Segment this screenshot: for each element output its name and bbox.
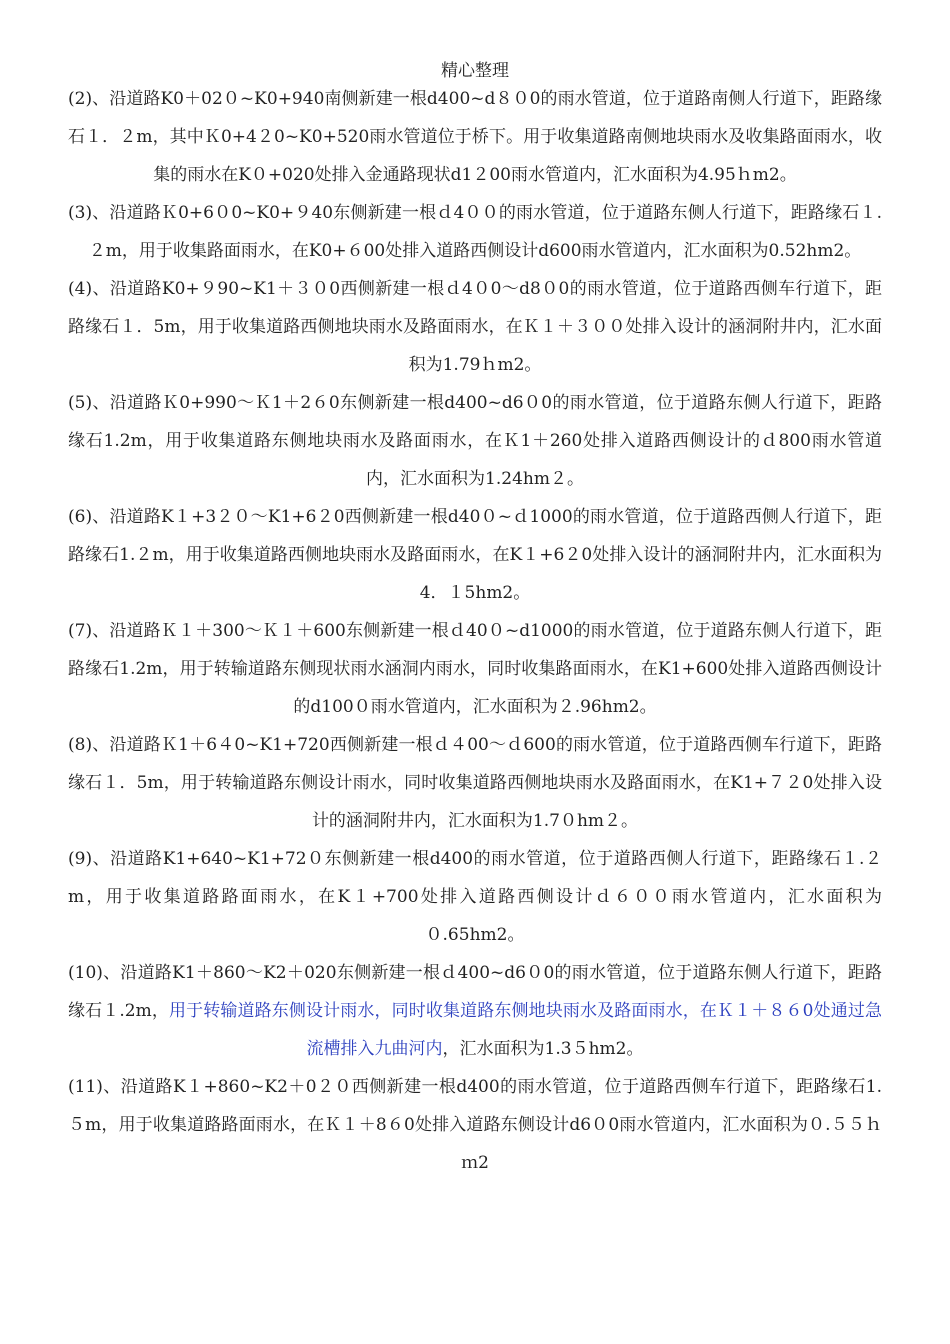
page-header: 精心整理 — [441, 61, 509, 81]
paragraph-5: (5)、沿道路Ｋ0+990～Ｋ1＋2６0东侧新建一根d400~d6０0的雨水管道，位于道路东侧人行道下，距路缘石1.2m，用于收集道路东侧地块雨水及路面雨水，在Ｋ1＋260处排入道路西侧设计的ｄ800雨水管道内，汇水面积为1.24hm２。 — [68, 393, 882, 489]
paragraph-2: (2)、沿道路K0＋02０~K0+940南侧新建一根d400~d８０0的雨水管道，位于道路南侧人行道下，距路缘石１．２m，其中Ｋ0+4２0~K0+520雨水管道位于桥下。用于收集道路南侧地块雨水及收集路面雨水，收集的雨水在K０+020处排入金通路现状d1２00雨水管道内，汇水面积为4.95ｈm2。 — [68, 89, 882, 185]
paragraph-10-highlight: 用于转输道路东侧设计雨水，同时收集道路东侧地块雨水及路面雨水，在Ｋ１＋８６0处通过急流槽排入九曲河内 — [168, 1001, 882, 1059]
paragraph-10 — [68, 954, 882, 1068]
paragraph-8: (8)、沿道路Ｋ1＋6４0~K1+720西侧新建一根ｄ４00～ｄ600的雨水管道，位于道路西侧车行道下，距路缘石１．5m，用于转输道路东侧设计雨水，同时收集道路西侧地块雨水及路面雨水，在K1+７２0处排入设计的涵洞附井内，汇水面积为1.7０hm２。 — [68, 735, 882, 831]
paragraph-6: (6)、沿道路K１+3２０～K1+6２0西侧新建一根d40０~ｄ1000的雨水管道，位于道路西侧人行道下，距路缘石1.２m，用于收集道路西侧地块雨水及路面雨水，在K１+6２0处排入设计的涵洞附井内，汇水面积为4．１5hm2。 — [68, 507, 882, 603]
paragraph-4: (4)、沿道路K0+９90~K1＋３０0西侧新建一根ｄ4０0～d8０0的雨水管道，位于道路西侧车行道下，距路缘石１．5m，用于收集道路西侧地块雨水及路面雨水，在Ｋ１＋３００处排入设计的涵洞附井内，汇水面积为1.79ｈm2。 — [68, 279, 882, 375]
paragraph-3: (3)、沿道路Ｋ0+6０0~K0+９40东侧新建一根ｄ4００的雨水管道，位于道路东侧人行道下，距路缘石１.２m，用于收集路面雨水，在K0+６00处排入道路西侧设计d600雨水管道内，汇水面积为0.52hm2。 — [68, 203, 882, 261]
paragraph-10-start: (10)、沿道路K1＋860～K2＋020东侧新建一根ｄ400~d6０0的雨水管道，位于道路东侧人行道下，距路缘石１.2m， — [68, 963, 882, 1021]
paragraph-7: (7)、沿道路Ｋ１＋300～Ｋ１＋600东侧新建一根ｄ40０~d1000的雨水管道，位于道路东侧人行道下，距路缘石1.2m，用于转输道路东侧现状雨水涵洞内雨水，同时收集路面雨水，在K1+600处排入道路西侧设计的d100０雨水管道内，汇水面积为２.96hm2。 — [68, 621, 882, 717]
document-body — [68, 80, 882, 1182]
paragraph-11: (11)、沿道路K１+860~K2＋0２０西侧新建一根d400的雨水管道，位于道路西侧车行道下，距路缘石1.５m，用于收集道路路面雨水，在Ｋ１＋8６0处排入道路东侧设计d6０0雨水管道内，汇水面积为０.５５ｈｍ2 — [68, 1077, 882, 1173]
paragraph-9: (9)、沿道路K1+640~K1+72０东侧新建一根d400的雨水管道，位于道路西侧人行道下，距路缘石１.２m，用于收集道路路面雨水，在K１+700处排入道路西侧设计ｄ６００雨水管道内，汇水面积为０.65hm2。 — [68, 849, 882, 945]
paragraph-10-end: ，汇水面积为1.3５hm2。 — [442, 1039, 644, 1059]
